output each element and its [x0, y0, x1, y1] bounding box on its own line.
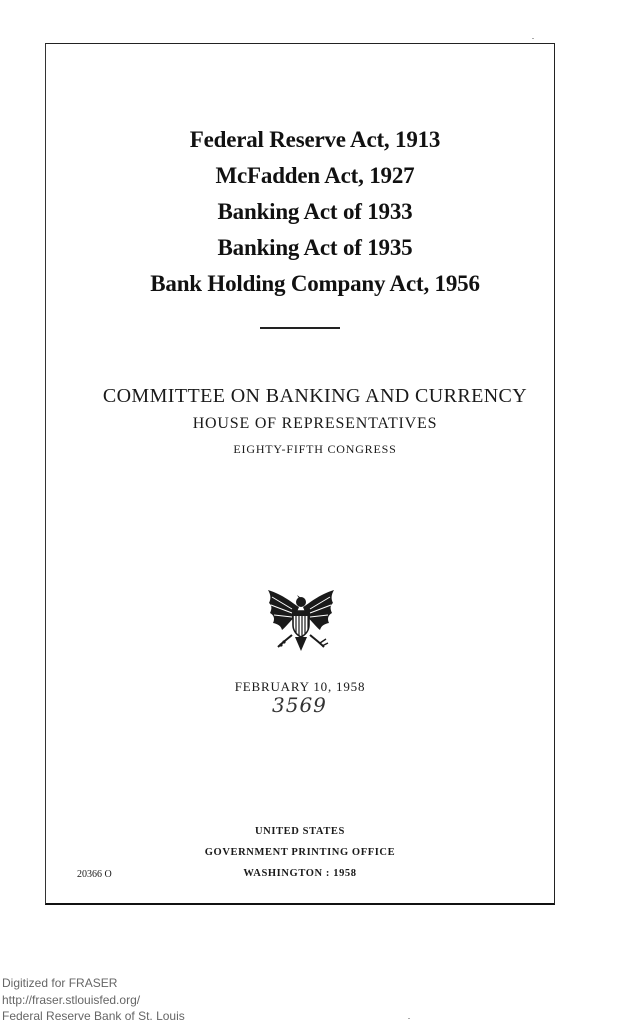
title-federal-reserve-act: Federal Reserve Act, 1913: [189, 127, 441, 152]
printer-line-1: UNITED STATES: [255, 826, 345, 837]
eagle-seal-icon: [262, 585, 340, 657]
title-banking-act-1935: Banking Act of 1935: [217, 235, 413, 260]
scan-speck: [532, 38, 534, 39]
congress-name: EIGHTY-FIFTH CONGRESS: [233, 442, 397, 456]
act-titles: [0, 122, 630, 302]
footer-line-3: Federal Reserve Bank of St. Louis: [2, 1009, 185, 1023]
footer-url: http://fraser.stlouisfed.org/: [2, 992, 141, 1007]
publication-date: FEBRUARY 10, 1958: [234, 679, 366, 694]
footer-line-1: Digitized for FRASER: [2, 976, 118, 990]
print-code: 20366 O: [77, 869, 112, 880]
committee-name: COMMITTEE ON BANKING AND CURRENCY: [102, 385, 528, 407]
title-mcfadden-act: McFadden Act, 1927: [215, 163, 415, 188]
title-banking-act-1933: Banking Act of 1933: [217, 199, 413, 224]
printer-line-2: GOVERNMENT PRINTING OFFICE: [204, 847, 396, 858]
house-name: HOUSE OF REPRESENTATIVES: [192, 415, 438, 432]
title-divider-rule: [260, 327, 340, 329]
scan-speck: [408, 1018, 410, 1019]
title-bank-holding-company-act: Bank Holding Company Act, 1956: [150, 271, 480, 296]
handwritten-number: 3569: [272, 693, 327, 717]
digitization-footer: [2, 975, 185, 1025]
printer-line-3: WASHINGTON : 1958: [243, 868, 357, 879]
